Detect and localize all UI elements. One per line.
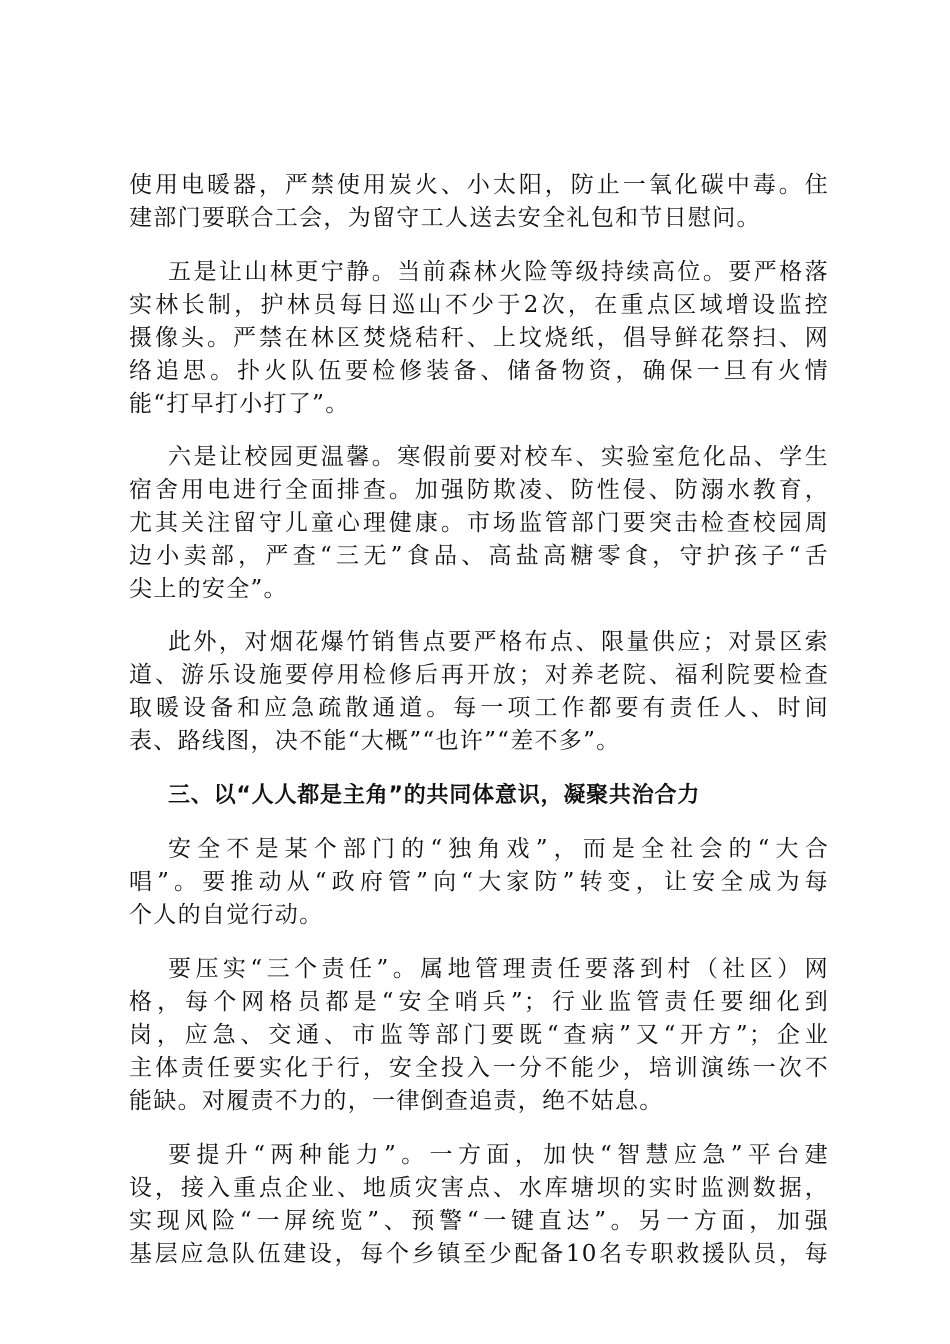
text-line: 表、路线图，决不能“大概”“也许”“差不多”。	[129, 728, 621, 754]
text-line: 建部门要联合工会，为留守工人送去安全礼包和节日慰问。	[129, 205, 761, 231]
text-line: 此外，对烟花爆竹销售点要严格布点、限量供应；对景区索	[168, 629, 829, 655]
text-line: 基层应急队伍建设，每个乡镇至少配备10名专职救援队员，每	[129, 1241, 829, 1267]
text-line: 实林长制，护林员每日巡山不少于2次，在重点区域增设监控	[129, 292, 829, 318]
text-line: 要提升“两种能力”。一方面，加快“智慧应急”平台建	[168, 1142, 829, 1168]
text-line: 能“打早打小打了”。	[129, 391, 350, 417]
text-line: 道、游乐设施要停用检修后再开放；对养老院、福利院要检查	[129, 662, 829, 688]
text-line: 能缺。对履责不力的，一律倒查追责，绝不姑息。	[129, 1088, 664, 1114]
text-line: 要压实“三个责任”。属地管理责任要落到村（社区）网	[168, 956, 829, 982]
text-line: 摄像头。严禁在林区焚烧秸秆、上坟烧纸，倡导鲜花祭扫、网	[129, 325, 829, 351]
text-line: 六是让校园更温馨。寒假前要对校车、实验室危化品、学生	[168, 444, 829, 470]
text-line: 格，每个网格员都是“安全哨兵”；行业监管责任要细化到	[129, 989, 829, 1015]
text-line: 尤其关注留守儿童心理健康。市场监管部门要突击检查校园周	[129, 510, 829, 536]
text-line: 使用电暖器，严禁使用炭火、小太阳，防止一氧化碳中毒。住	[129, 172, 829, 198]
text-line: 尖上的安全”。	[129, 576, 288, 602]
text-line: 实现风险“一屏统览”、预警“一键直达”。另一方面，加强	[129, 1208, 829, 1234]
text-line: 个人的自觉行动。	[129, 902, 324, 928]
text-line: 取暖设备和应急疏散通道。每一项工作都要有责任人、时间	[129, 695, 829, 721]
text-line: 安全不是某个部门的“独角戏”，而是全社会的“大合	[168, 836, 829, 862]
text-line: 主体责任要实化于行，安全投入一分不能少，培训演练一次不	[129, 1055, 829, 1081]
section-heading: 三、以“人人都是主角”的共同体意识，凝聚共治合力	[168, 783, 701, 808]
text-line: 宿舍用电进行全面排查。加强防欺凌、防性侵、防溺水教育，	[129, 477, 829, 503]
text-line: 设，接入重点企业、地质灾害点、水库塘坝的实时监测数据，	[129, 1175, 829, 1201]
text-line: 五是让山林更宁静。当前森林火险等级持续高位。要严格落	[168, 259, 829, 285]
text-line: 唱”。要推动从“政府管”向“大家防”转变，让安全成为每	[129, 869, 829, 895]
text-line: 络追思。扑火队伍要检修装备、储备物资，确保一旦有火情	[129, 358, 829, 384]
text-line: 边小卖部，严查“三无”食品、高盐高糖零食，守护孩子“舌	[129, 543, 829, 569]
text-line: 岗，应急、交通、市监等部门要既“查病”又“开方”；企业	[129, 1022, 829, 1048]
